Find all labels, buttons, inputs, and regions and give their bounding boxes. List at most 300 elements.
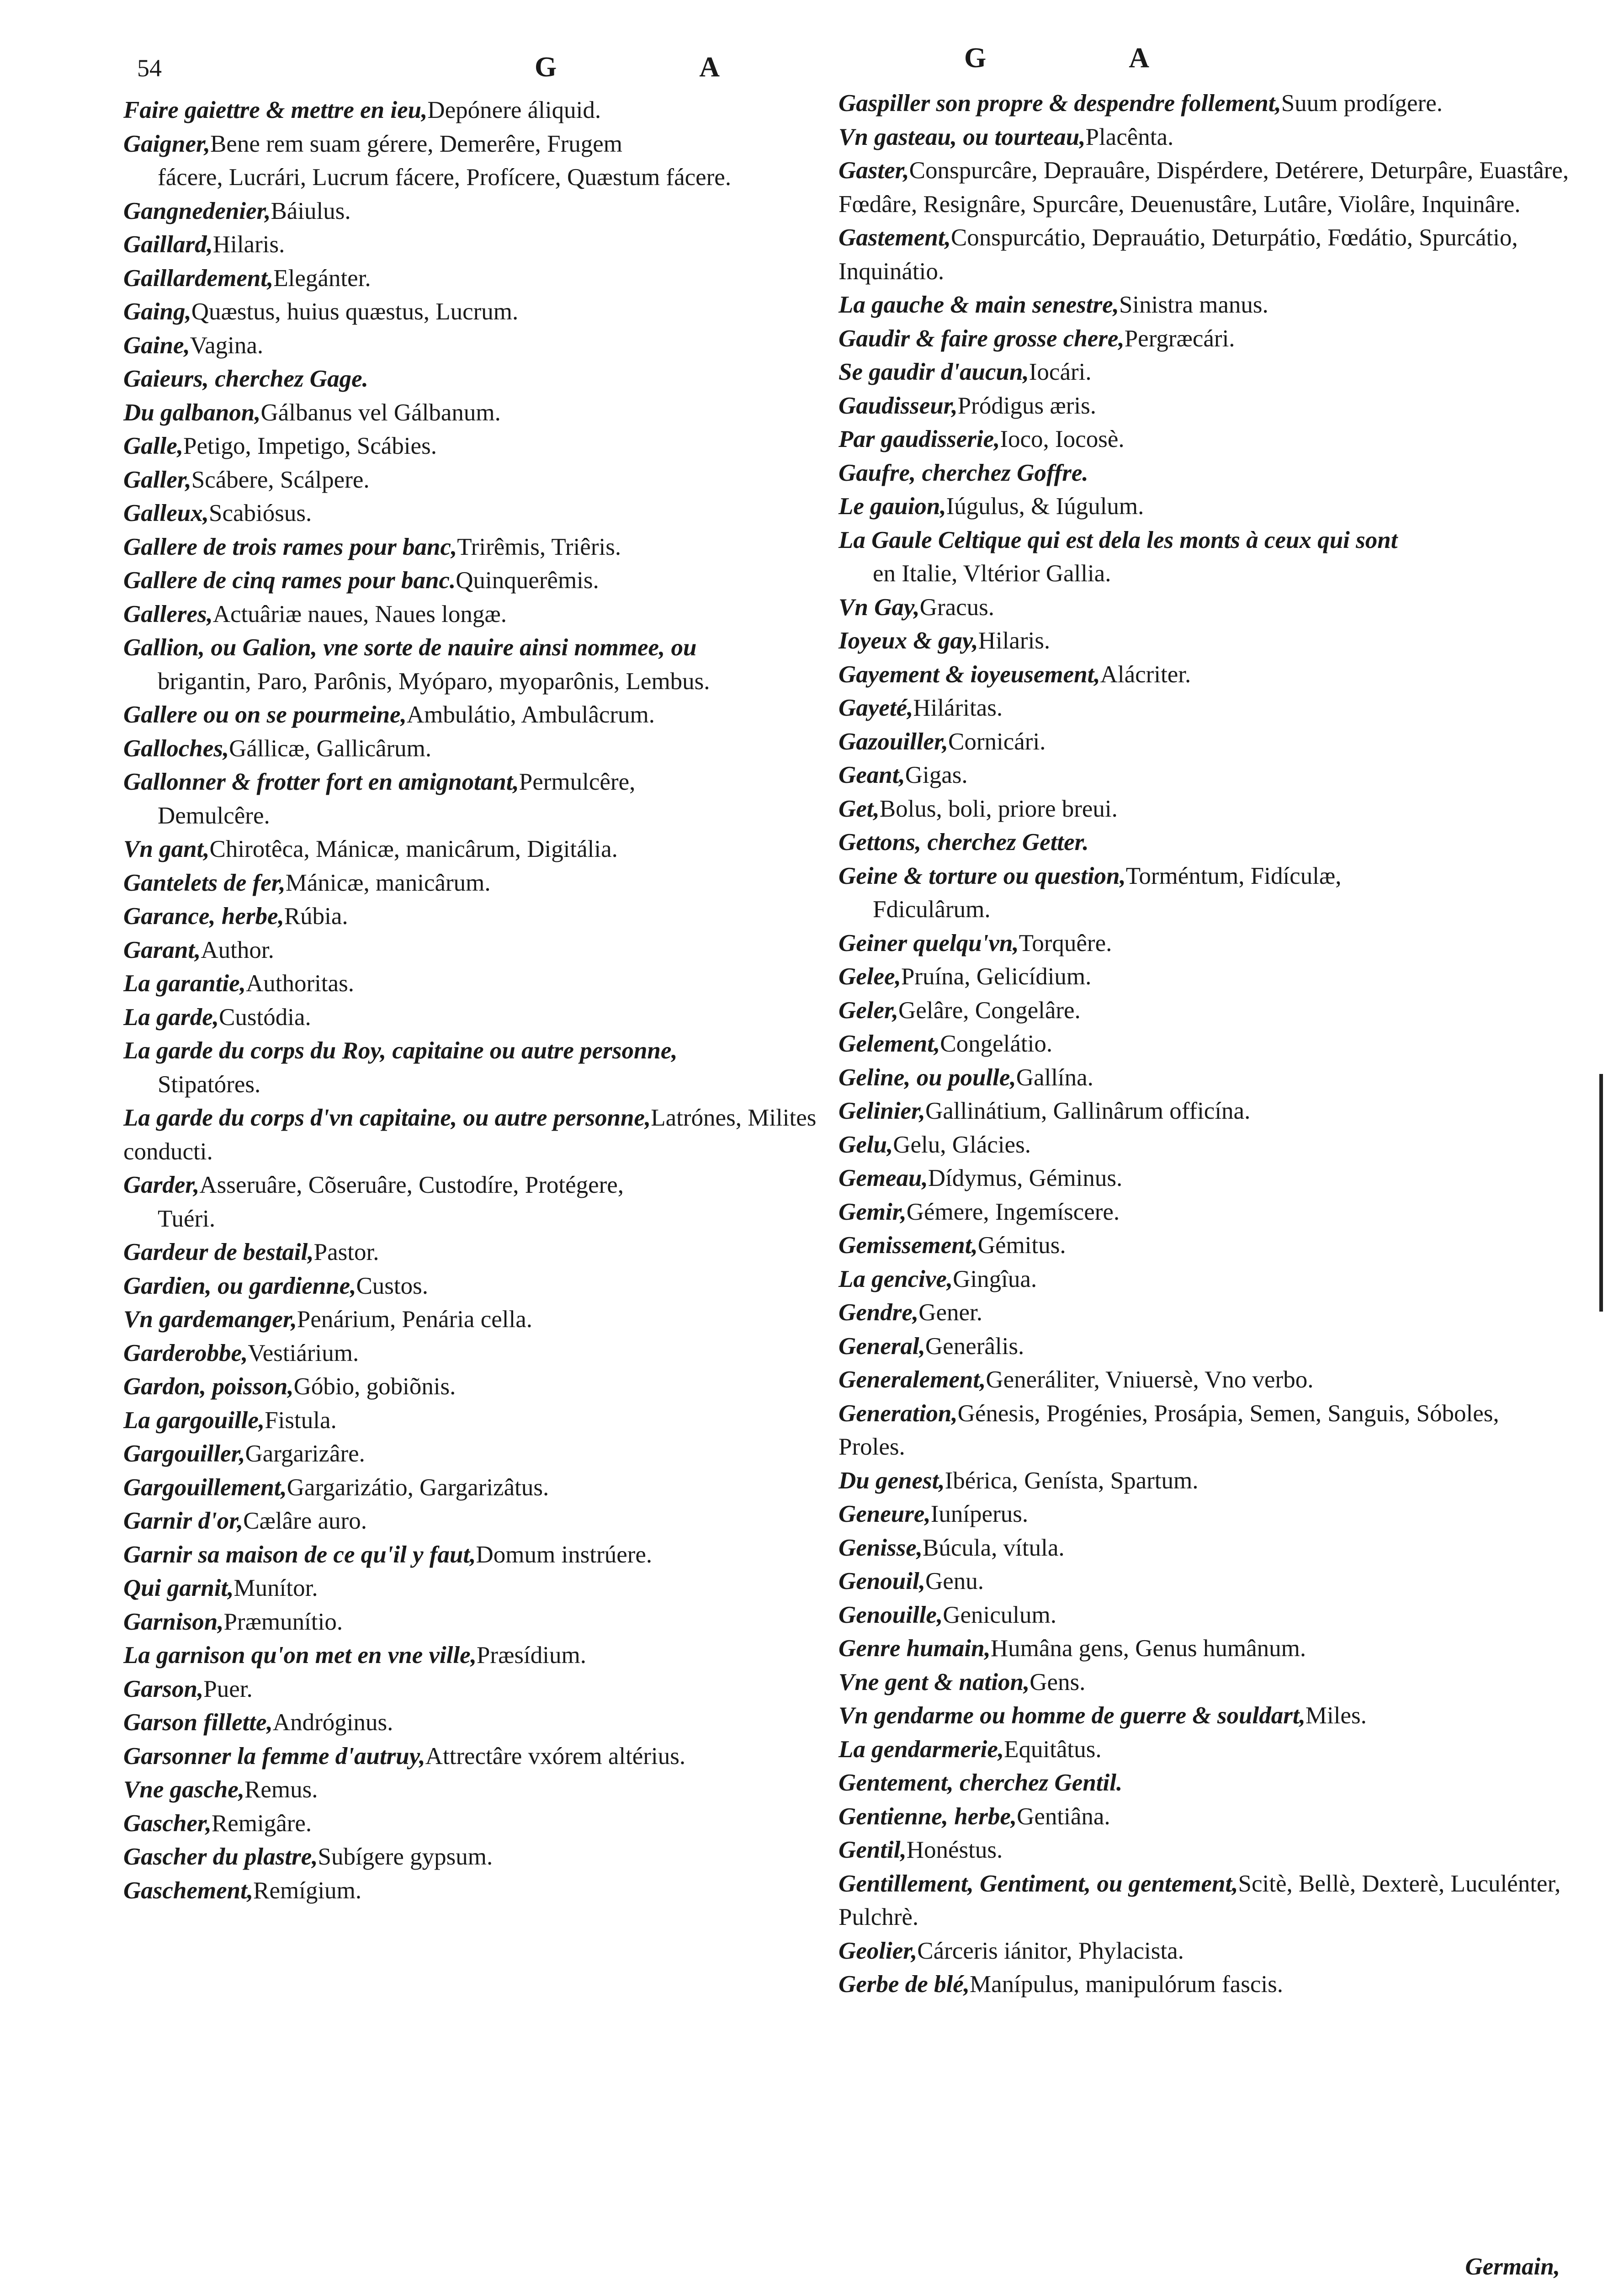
margin-rule bbox=[1599, 1074, 1603, 1312]
dictionary-entry bbox=[839, 1968, 1570, 2002]
dictionary-entry bbox=[839, 759, 1570, 792]
dictionary-entry bbox=[839, 994, 1570, 1028]
dictionary-entry bbox=[839, 1263, 1570, 1297]
entry-translation: Latrónes, Milites conducti. bbox=[123, 1105, 817, 1165]
dictionary-entry bbox=[839, 1498, 1570, 1531]
entry-headword: Geline, ou poulle, bbox=[839, 1064, 1016, 1091]
dictionary-entry bbox=[839, 1934, 1570, 1968]
entry-translation: Báiulus. bbox=[271, 197, 351, 224]
entry-headword: Vn gendarme ou homme de guerre & souldart, bbox=[839, 1702, 1306, 1729]
entry-headword: Gargouiller, bbox=[123, 1440, 245, 1467]
entry-headword: Gaillardement, bbox=[123, 265, 274, 292]
entry-continuation: fácere, Lucrári, Lucrum fácere, Profícere, Quæstum fácere. bbox=[158, 164, 732, 191]
entry-translation: Scitè, Bellè, Dexterè, Luculénter, Pulchrè. bbox=[839, 1870, 1561, 1930]
dictionary-entry bbox=[123, 497, 854, 531]
dictionary-entry bbox=[123, 463, 854, 497]
entry-translation: Gargarizâre. bbox=[245, 1440, 365, 1467]
dictionary-entry bbox=[839, 1666, 1570, 1700]
dictionary-entry bbox=[839, 1296, 1570, 1330]
entry-translation: Gener. bbox=[918, 1299, 982, 1326]
entry-headword: Gangnedenier, bbox=[123, 197, 271, 224]
entry-headword: La garde du corps du Roy, capitaine ou autre personne, bbox=[123, 1037, 678, 1064]
dictionary-entry bbox=[839, 725, 1570, 759]
dictionary-entry bbox=[839, 860, 1570, 927]
entry-translation: Chirotêca, Mánicæ, manicârum, Digitália. bbox=[209, 836, 618, 862]
dictionary-entry bbox=[839, 423, 1570, 457]
entry-continuation: Fdiculârum. bbox=[873, 896, 991, 923]
entry-translation: Quæstus, huius quæstus, Lucrum. bbox=[191, 298, 519, 325]
catchword: Germain, bbox=[1465, 2253, 1560, 2280]
dictionary-entry bbox=[839, 524, 1570, 591]
entry-translation: Trirêmis, Triêris. bbox=[457, 533, 621, 560]
entry-translation: Gentiâna. bbox=[1017, 1803, 1110, 1830]
entry-translation: Gémere, Ingemíscere. bbox=[906, 1198, 1120, 1225]
entry-headword: Galler, bbox=[123, 466, 191, 493]
entry-headword: La gargouille, bbox=[123, 1407, 265, 1434]
dictionary-entry bbox=[839, 389, 1570, 423]
entry-headword: La gendarmerie, bbox=[839, 1736, 1004, 1763]
entry-translation: Præsídium. bbox=[476, 1642, 586, 1669]
dictionary-entry bbox=[123, 1572, 854, 1605]
entry-translation: Generáliter, Vniuersè, Vno verbo. bbox=[986, 1366, 1314, 1393]
entry-translation: Búcula, vítula. bbox=[923, 1534, 1065, 1561]
dictionary-entry bbox=[123, 195, 854, 228]
entry-translation: Vagina. bbox=[190, 332, 264, 359]
dictionary-entry bbox=[839, 1599, 1570, 1632]
entry-headword: Geiner quelqu'vn, bbox=[839, 930, 1019, 957]
entry-headword: Garnir d'or, bbox=[123, 1508, 244, 1534]
entry-headword: Garnir sa maison de ce qu'il y faut, bbox=[123, 1541, 476, 1568]
dictionary-entry bbox=[839, 1733, 1570, 1767]
entry-translation: Gelâre, Congelâre. bbox=[898, 997, 1081, 1024]
entry-headword: Gardeur de bestail, bbox=[123, 1239, 314, 1265]
dictionary-entry bbox=[839, 1363, 1570, 1397]
dictionary-entry bbox=[839, 1330, 1570, 1364]
entry-headword: General, bbox=[839, 1333, 925, 1360]
entry-headword: Ioyeux & gay, bbox=[839, 627, 978, 654]
dictionary-entry bbox=[123, 1034, 854, 1101]
dictionary-entry bbox=[839, 1464, 1570, 1498]
dictionary-entry bbox=[839, 1833, 1570, 1867]
dictionary-entry bbox=[123, 1001, 854, 1035]
entry-translation: Generâlis. bbox=[925, 1333, 1024, 1360]
dictionary-entry bbox=[123, 1773, 854, 1807]
entry-translation: Hilaris. bbox=[212, 231, 285, 258]
dictionary-entry bbox=[123, 967, 854, 1001]
dictionary-entry bbox=[839, 322, 1570, 356]
entry-headword: Gaspiller son propre & despendre follement, bbox=[839, 90, 1281, 117]
entry-headword: Garance, herbe, bbox=[123, 903, 284, 930]
entry-continuation: brigantin, Paro, Parônis, Myóparo, myoparônis, Lembus. bbox=[158, 668, 710, 695]
dictionary-entry bbox=[123, 1504, 854, 1538]
dictionary-entry bbox=[839, 1867, 1570, 1934]
entry-translation: Cornicári. bbox=[948, 728, 1046, 755]
entry-headword: Vne gasche, bbox=[123, 1776, 244, 1803]
entry-headword: Gallere ou on se pourmeine, bbox=[123, 701, 407, 728]
entry-translation: Penárium, Penária cella. bbox=[297, 1306, 532, 1333]
entry-headword: Gaing, bbox=[123, 298, 191, 325]
dictionary-entry bbox=[123, 1706, 854, 1740]
entry-translation: Placênta. bbox=[1085, 123, 1174, 150]
entry-headword: Du galbanon, bbox=[123, 399, 261, 426]
entry-headword: La gencive, bbox=[839, 1265, 953, 1292]
entry-translation: Permulcêre, bbox=[519, 769, 636, 795]
dictionary-entry bbox=[123, 1840, 854, 1874]
entry-translation: Génesis, Progénies, Prosápia, Semen, Sanguis, Sóboles, Proles. bbox=[839, 1400, 1499, 1460]
dictionary-entry bbox=[123, 1538, 854, 1572]
entry-translation: Torméntum, Fidículæ, bbox=[1125, 862, 1342, 889]
dictionary-entry bbox=[839, 1800, 1570, 1834]
entry-translation: Gémitus. bbox=[977, 1232, 1066, 1259]
dictionary-entry bbox=[123, 1807, 854, 1841]
entry-headword: Galloches, bbox=[123, 735, 229, 762]
entry-translation: Iuníperus. bbox=[930, 1501, 1029, 1527]
left-column bbox=[123, 94, 854, 1908]
dictionary-entry bbox=[839, 1565, 1570, 1599]
entry-headword: Genouil, bbox=[839, 1568, 925, 1594]
running-head-right: G A bbox=[964, 43, 1218, 74]
dictionary-entry bbox=[123, 1101, 854, 1169]
dictionary-entry bbox=[839, 1162, 1570, 1196]
dictionary-entry bbox=[839, 121, 1570, 154]
entry-translation: Genu. bbox=[925, 1568, 984, 1594]
entry-headword: Gaine, bbox=[123, 332, 190, 359]
entry-headword: Le gauion, bbox=[839, 493, 946, 520]
entry-headword: La Gaule Celtique qui est dela les monts à ceux qui sont bbox=[839, 526, 1398, 553]
entry-headword: Gettons, cherchez Getter. bbox=[839, 829, 1089, 856]
entry-headword: La garnison qu'on met en vne ville, bbox=[123, 1642, 477, 1669]
dictionary-entry bbox=[123, 1874, 854, 1908]
entry-translation: Attrectâre vxórem altérius. bbox=[425, 1743, 686, 1770]
dictionary-entry bbox=[839, 1531, 1570, 1565]
entry-headword: Get, bbox=[839, 795, 880, 822]
entry-headword: La garde du corps d'vn capitaine, ou autre personne, bbox=[123, 1105, 651, 1131]
dictionary-entry bbox=[123, 1370, 854, 1404]
entry-headword: Gentienne, herbe, bbox=[839, 1803, 1017, 1830]
dictionary-entry bbox=[123, 900, 854, 934]
entry-translation: Gelu, Glácies. bbox=[893, 1131, 1031, 1158]
entry-translation: Mánicæ, manicârum. bbox=[285, 869, 491, 896]
entry-headword: Gallere de cinq rames pour banc. bbox=[123, 567, 456, 594]
dictionary-entry bbox=[123, 1437, 854, 1471]
entry-translation: Geniculum. bbox=[943, 1601, 1056, 1628]
entry-translation: Puer. bbox=[203, 1675, 253, 1702]
entry-translation: Gálbanus vel Gálbanum. bbox=[260, 399, 501, 426]
entry-translation: Andróginus. bbox=[272, 1709, 393, 1736]
entry-translation: Gallinátium, Gallinârum officína. bbox=[925, 1098, 1251, 1124]
dictionary-entry bbox=[123, 1740, 854, 1774]
right-column bbox=[839, 87, 1570, 2002]
entry-headword: Qui garnit, bbox=[123, 1575, 234, 1601]
dictionary-entry bbox=[839, 1095, 1570, 1128]
entry-headword: Genre humain, bbox=[839, 1635, 991, 1662]
entry-headword: Gascher du plastre, bbox=[123, 1844, 318, 1870]
entry-headword: Galle, bbox=[123, 433, 183, 459]
dictionary-entry bbox=[123, 396, 854, 430]
entry-translation: Manípulus, manipulórum fascis. bbox=[969, 1971, 1283, 1998]
dictionary-entry bbox=[123, 732, 854, 766]
dictionary-entry bbox=[123, 1169, 854, 1236]
entry-translation: Remígium. bbox=[253, 1877, 362, 1904]
dictionary-entry bbox=[123, 765, 854, 833]
dictionary-entry bbox=[123, 631, 854, 698]
dictionary-entry bbox=[839, 658, 1570, 692]
entry-headword: Vn gardemanger, bbox=[123, 1306, 297, 1333]
entry-translation: Quinquerêmis. bbox=[456, 567, 599, 594]
dictionary-entry bbox=[123, 866, 854, 900]
entry-headword: Galleux, bbox=[123, 500, 209, 526]
entry-continuation: Stipatóres. bbox=[158, 1071, 261, 1098]
entry-translation: Remus. bbox=[244, 1776, 318, 1803]
entry-headword: La garantie, bbox=[123, 970, 246, 997]
dictionary-entry bbox=[123, 295, 854, 329]
dictionary-entry bbox=[123, 833, 854, 866]
dictionary-entry bbox=[839, 927, 1570, 961]
entry-headword: Gentillement, Gentiment, ou gentement, bbox=[839, 1870, 1238, 1897]
entry-translation: Honéstus. bbox=[906, 1837, 1003, 1863]
entry-translation: Pergræcári. bbox=[1124, 325, 1235, 352]
entry-translation: Vestiárium. bbox=[248, 1339, 359, 1366]
dictionary-entry bbox=[839, 1196, 1570, 1229]
dictionary-entry bbox=[839, 87, 1570, 121]
dictionary-entry bbox=[839, 490, 1570, 524]
entry-translation: Pruína, Gelicídium. bbox=[901, 963, 1092, 990]
entry-headword: Gallion, ou Galion, vne sorte de nauire ainsi nommee, ou bbox=[123, 634, 697, 661]
running-head-left: G A bbox=[535, 52, 789, 83]
entry-headword: Vn gasteau, ou tourteau, bbox=[839, 123, 1086, 150]
entry-translation: Iúgulus, & Iúgulum. bbox=[946, 493, 1144, 520]
dictionary-entry bbox=[123, 430, 854, 463]
entry-headword: Gendre, bbox=[839, 1299, 919, 1326]
entry-translation: Ioco, Iocosè. bbox=[1000, 426, 1125, 452]
dictionary-entry bbox=[839, 1766, 1570, 1800]
entry-headword: Gerbe de blé, bbox=[839, 1971, 970, 1998]
dictionary-entry bbox=[839, 792, 1570, 826]
entry-headword: Gentement, cherchez Gentil. bbox=[839, 1770, 1123, 1796]
dictionary-entry bbox=[123, 1471, 854, 1505]
dictionary-entry bbox=[123, 1337, 854, 1371]
entry-headword: Genouille, bbox=[839, 1601, 943, 1628]
dictionary-entry bbox=[839, 1699, 1570, 1733]
entry-translation: Bene rem suam gérere, Demerêre, Frugem bbox=[210, 130, 623, 157]
dictionary-entry bbox=[839, 288, 1570, 322]
entry-headword: Garderobbe, bbox=[123, 1339, 248, 1366]
entry-headword: Vn Gay, bbox=[839, 594, 920, 621]
entry-translation: Pródigus æris. bbox=[957, 392, 1097, 419]
entry-translation: Gallína. bbox=[1016, 1064, 1093, 1091]
entry-headword: Geneure, bbox=[839, 1501, 931, 1527]
entry-translation: Petigo, Impetigo, Scábies. bbox=[183, 433, 437, 459]
dictionary-entry bbox=[839, 691, 1570, 725]
entry-headword: La garde, bbox=[123, 1004, 219, 1031]
entry-translation: Cárceris iánitor, Phylacista. bbox=[917, 1937, 1184, 1964]
dictionary-entry bbox=[123, 1605, 854, 1639]
dictionary-entry bbox=[123, 531, 854, 564]
entry-headword: Garson fillette, bbox=[123, 1709, 273, 1736]
dictionary-entry bbox=[123, 1270, 854, 1303]
entry-translation: Dídymus, Géminus. bbox=[928, 1165, 1123, 1191]
entry-translation: Authoritas. bbox=[245, 970, 354, 997]
entry-headword: Gardon, poisson, bbox=[123, 1373, 294, 1400]
entry-headword: Gallonner & frotter fort en amignotant, bbox=[123, 769, 519, 795]
entry-headword: Se gaudir d'aucun, bbox=[839, 359, 1029, 385]
entry-headword: Gaster, bbox=[839, 157, 909, 184]
entry-headword: Gemeau, bbox=[839, 1165, 928, 1191]
dictionary-entry bbox=[839, 1632, 1570, 1666]
dictionary-entry bbox=[123, 1236, 854, 1270]
entry-continuation: Demulcêre. bbox=[158, 802, 270, 829]
entry-translation: Custódia. bbox=[219, 1004, 311, 1031]
entry-translation: Pastor. bbox=[313, 1239, 379, 1265]
entry-headword: Gaieurs, cherchez Gage. bbox=[123, 366, 368, 392]
entry-headword: Geolier, bbox=[839, 1937, 918, 1964]
entry-headword: Geler, bbox=[839, 997, 898, 1024]
dictionary-entry bbox=[839, 1061, 1570, 1095]
entry-headword: Par gaudisserie, bbox=[839, 426, 1000, 452]
entry-headword: Gayement & ioyeusement, bbox=[839, 661, 1100, 688]
dictionary-entry bbox=[123, 1673, 854, 1706]
entry-headword: Gentil, bbox=[839, 1837, 907, 1863]
entry-translation: Gens. bbox=[1030, 1669, 1086, 1695]
entry-translation: Domum instrúere. bbox=[476, 1541, 653, 1568]
entry-headword: Garant, bbox=[123, 936, 201, 963]
entry-headword: Generalement, bbox=[839, 1366, 986, 1393]
entry-headword: Gayeté, bbox=[839, 695, 913, 721]
entry-translation: Sinistra manus. bbox=[1119, 292, 1268, 318]
dictionary-entry bbox=[123, 329, 854, 363]
dictionary-entry bbox=[123, 1639, 854, 1673]
entry-headword: Gaigner, bbox=[123, 130, 210, 157]
page-number: 54 bbox=[137, 54, 162, 82]
entry-headword: Generation, bbox=[839, 1400, 958, 1427]
dictionary-entry bbox=[123, 1404, 854, 1438]
entry-headword: Gascher, bbox=[123, 1810, 212, 1837]
entry-translation: Gigas. bbox=[905, 762, 968, 788]
dictionary-entry bbox=[839, 826, 1570, 860]
entry-headword: Gemir, bbox=[839, 1198, 907, 1225]
entry-headword: Garson, bbox=[123, 1675, 204, 1702]
entry-headword: Gelinier, bbox=[839, 1098, 925, 1124]
entry-translation: Ambulátio, Ambulâcrum. bbox=[406, 701, 655, 728]
entry-headword: Geant, bbox=[839, 762, 905, 788]
dictionary-entry bbox=[839, 1229, 1570, 1263]
dictionary-entry bbox=[123, 1303, 854, 1337]
entry-headword: Gelu, bbox=[839, 1131, 893, 1158]
entry-headword: La gauche & main senestre, bbox=[839, 292, 1119, 318]
dictionary-entry bbox=[123, 362, 854, 396]
dictionary-entry bbox=[839, 154, 1570, 221]
entry-headword: Vn gant, bbox=[123, 836, 210, 862]
entry-translation: Elegánter. bbox=[273, 265, 371, 292]
entry-headword: Gemissement, bbox=[839, 1232, 978, 1259]
entry-translation: Torquêre. bbox=[1019, 930, 1112, 957]
dictionary-entry bbox=[123, 128, 854, 195]
entry-headword: Vne gent & nation, bbox=[839, 1669, 1030, 1695]
entry-translation: Góbio, gobiõnis. bbox=[293, 1373, 456, 1400]
dictionary-entry bbox=[839, 591, 1570, 625]
entry-continuation: Tuéri. bbox=[158, 1205, 216, 1232]
entry-continuation: en Italie, Vltérior Gallia. bbox=[873, 560, 1111, 587]
dictionary-entry bbox=[839, 356, 1570, 389]
entry-translation: Gargarizátio, Gargarizâtus. bbox=[287, 1474, 549, 1501]
entry-translation: Hiláritas. bbox=[913, 695, 1003, 721]
entry-translation: Actuâriæ naues, Naues longæ. bbox=[212, 600, 507, 627]
entry-translation: Depónere áliquid. bbox=[427, 97, 601, 123]
entry-translation: Rúbia. bbox=[284, 903, 348, 930]
entry-headword: Gaudisseur, bbox=[839, 392, 958, 419]
entry-translation: Asseruâre, Cõseruâre, Custodíre, Protégere, bbox=[199, 1172, 624, 1198]
entry-translation: Hilaris. bbox=[978, 627, 1051, 654]
entry-translation: Suum prodígere. bbox=[1281, 90, 1443, 117]
entry-translation: Bolus, boli, priore breui. bbox=[879, 795, 1118, 822]
entry-headword: Galleres, bbox=[123, 600, 213, 627]
entry-headword: Du genest, bbox=[839, 1467, 945, 1494]
entry-translation: Subígere gypsum. bbox=[318, 1844, 493, 1870]
dictionary-entry bbox=[839, 221, 1570, 288]
dictionary-entry bbox=[839, 1027, 1570, 1061]
entry-headword: Genisse, bbox=[839, 1534, 923, 1561]
entry-translation: Scabiósus. bbox=[208, 500, 312, 526]
dictionary-entry bbox=[123, 934, 854, 967]
entry-translation: Præmunítio. bbox=[223, 1608, 343, 1635]
entry-headword: Garsonner la femme d'autruy, bbox=[123, 1743, 425, 1770]
dictionary-entry bbox=[123, 94, 854, 128]
dictionary-entry bbox=[123, 698, 854, 732]
entry-translation: Miles. bbox=[1305, 1702, 1367, 1729]
entry-translation: Cælâre auro. bbox=[243, 1508, 367, 1534]
entry-translation: Gingîua. bbox=[953, 1265, 1037, 1292]
entry-headword: Gastement, bbox=[839, 224, 951, 251]
entry-translation: Congelátio. bbox=[940, 1031, 1053, 1057]
entry-headword: Geine & torture ou question, bbox=[839, 862, 1126, 889]
entry-headword: Gaillard, bbox=[123, 231, 213, 258]
entry-headword: Gelement, bbox=[839, 1031, 940, 1057]
dictionary-entry bbox=[839, 1128, 1570, 1162]
dictionary-entry bbox=[839, 1397, 1570, 1464]
entry-headword: Gaschement, bbox=[123, 1877, 254, 1904]
entry-translation: Fistula. bbox=[265, 1407, 337, 1434]
entry-translation: Equitâtus. bbox=[1004, 1736, 1102, 1763]
entry-translation: Munítor. bbox=[234, 1575, 318, 1601]
entry-headword: Gelee, bbox=[839, 963, 901, 990]
entry-translation: Conspurcátio, Deprauátio, Deturpátio, Fœdátio, Spurcátio, Inquinátio. bbox=[839, 224, 1518, 285]
entry-headword: Gaudir & faire grosse chere, bbox=[839, 325, 1125, 352]
entry-headword: Gazouiller, bbox=[839, 728, 949, 755]
entry-translation: Author. bbox=[201, 936, 274, 963]
dictionary-entry bbox=[123, 228, 854, 262]
entry-translation: Humâna gens, Genus humânum. bbox=[990, 1635, 1306, 1662]
entry-translation: Gracus. bbox=[919, 594, 995, 621]
entry-headword: Gargouillement, bbox=[123, 1474, 287, 1501]
dictionary-entry bbox=[839, 624, 1570, 658]
entry-translation: Iocári. bbox=[1029, 359, 1092, 385]
dictionary-entry bbox=[123, 262, 854, 296]
dictionary-entry bbox=[839, 457, 1570, 490]
entry-translation: Alácriter. bbox=[1100, 661, 1191, 688]
entry-translation: Custos. bbox=[356, 1272, 429, 1299]
entry-translation: Conspurcâre, Deprauâre, Dispérdere, Detérere, Deturpâre, Euastâre, Fœdâre, Resignâre, Spurcâre, Deuenustâre, Lutâre, Violâre, Inquinâre. bbox=[839, 157, 1569, 218]
entry-translation: Ibérica, Genísta, Spartum. bbox=[945, 1467, 1199, 1494]
entry-headword: Gaufre, cherchez Goffre. bbox=[839, 459, 1088, 486]
entry-headword: Faire gaiettre & mettre en ieu, bbox=[123, 97, 428, 123]
entry-headword: Gardien, ou gardienne, bbox=[123, 1272, 356, 1299]
entry-headword: Gantelets de fer, bbox=[123, 869, 286, 896]
dictionary-entry bbox=[123, 564, 854, 598]
entry-translation: Gállicæ, Gallicârum. bbox=[229, 735, 432, 762]
entry-headword: Garnison, bbox=[123, 1608, 224, 1635]
entry-translation: Scábere, Scálpere. bbox=[191, 466, 370, 493]
dictionary-entry bbox=[839, 960, 1570, 994]
